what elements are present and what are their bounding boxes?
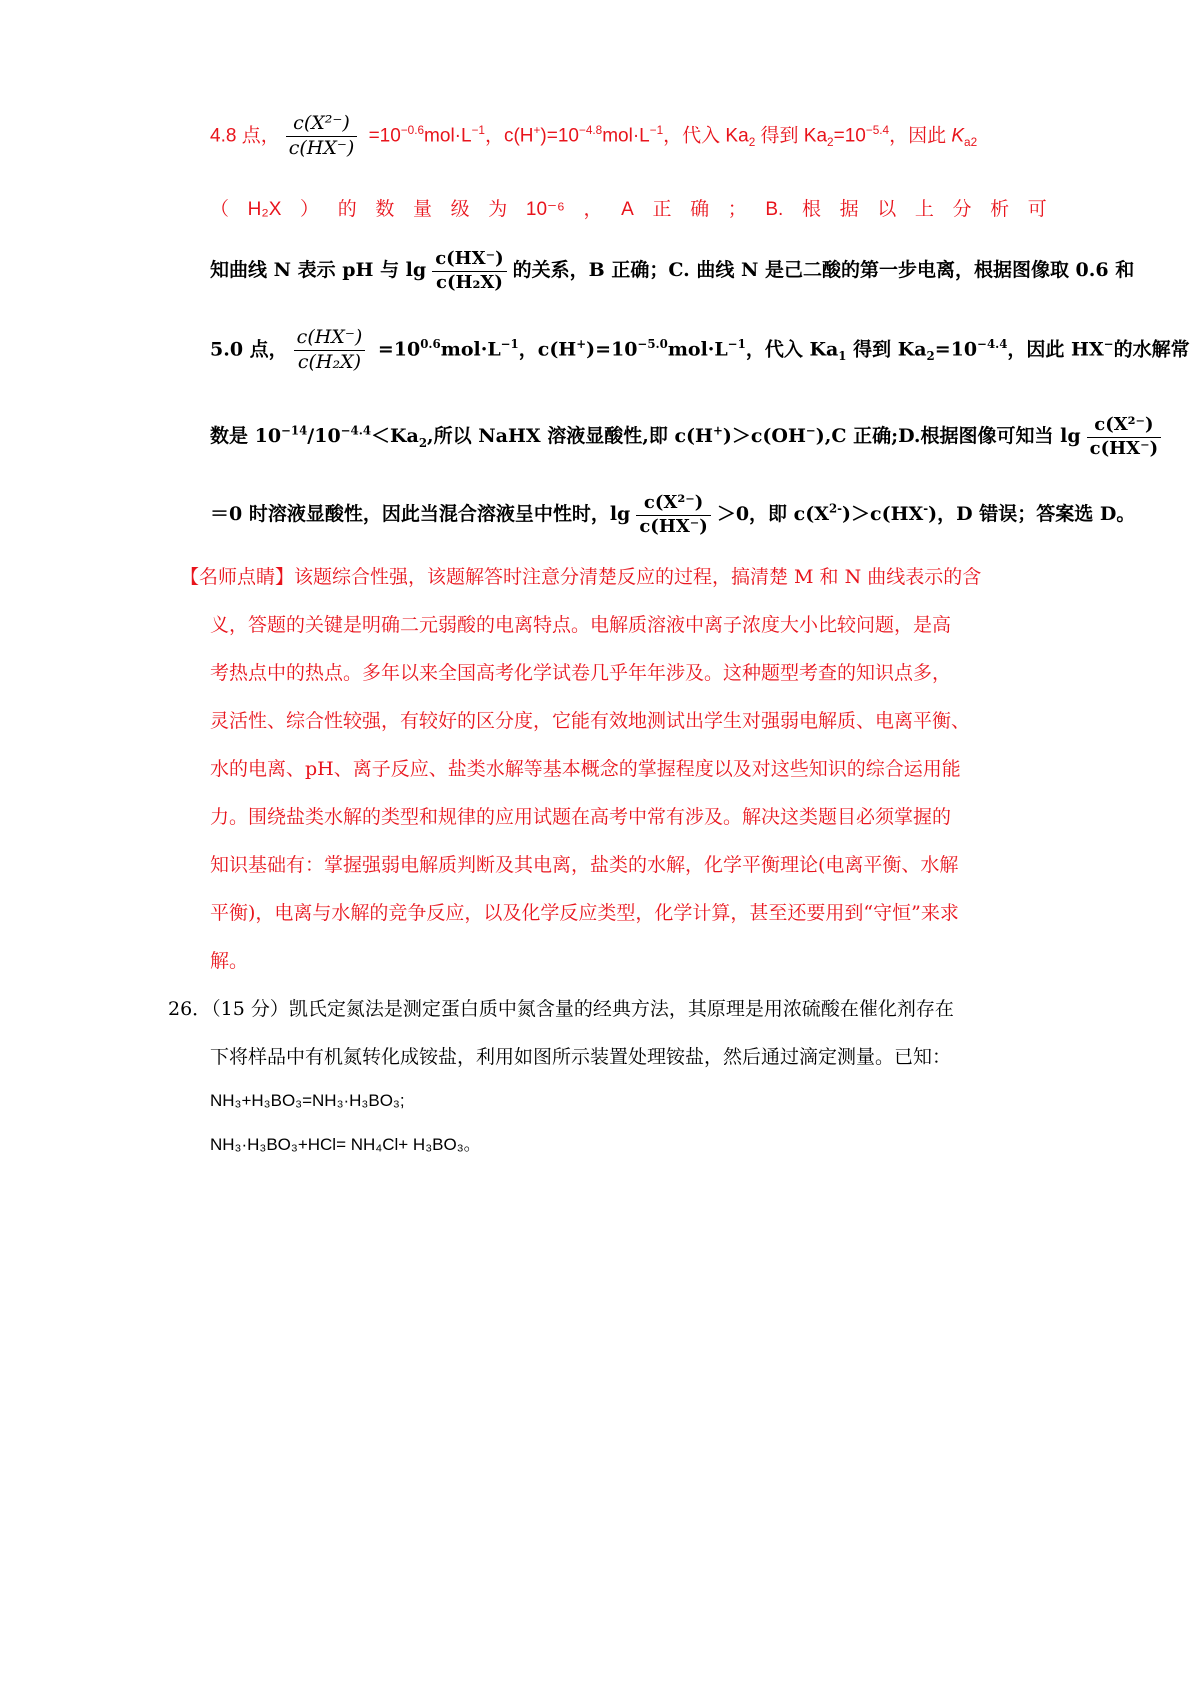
subscript: 2: [827, 136, 834, 150]
subscript: 2: [748, 136, 756, 150]
fraction-denominator: c(HX⁻): [1089, 437, 1159, 459]
spread-token: 析: [990, 199, 1010, 220]
exponent: +: [713, 423, 723, 438]
spread-token: （: [210, 199, 230, 220]
fraction-denominator: c(HX⁻): [288, 136, 355, 159]
ratio-fraction: [286, 112, 358, 161]
lg-fraction: [636, 492, 710, 538]
exponent: −0.6: [400, 123, 425, 137]
exponent: −: [1103, 336, 1114, 351]
text: 的关系，B 正确；C. 曲线 N 是己二酸的第一步电离，根据图像取 0.6 和: [512, 259, 1135, 281]
exponent: 2-: [828, 501, 843, 516]
text: ，因此: [889, 125, 952, 147]
lg-fraction: [1087, 414, 1161, 460]
exponent: −1: [471, 123, 485, 137]
text: )，D 错误；答案选 D。: [928, 503, 1136, 525]
spread-token: 级: [450, 199, 470, 220]
spread-token: 根: [801, 199, 821, 220]
exponent: −5.4: [865, 123, 890, 137]
text: 的水解常: [1113, 338, 1190, 361]
text: 知曲线 N 表示 pH 与 lg: [210, 259, 427, 281]
fraction-numerator: c(X²⁻): [286, 112, 358, 137]
subscript: a2: [964, 136, 978, 150]
exponent: 0.6: [420, 336, 441, 351]
question-26-line-1: 26．（15 分）凯氏定氮法是测定蛋白质中氮含量的经典方法，其原理是用浓硫酸在催化剂存在: [168, 998, 954, 1020]
text: ,所以 NaHX 溶液显酸性,即 c(H: [427, 425, 713, 447]
exponent: −14: [281, 423, 308, 438]
text: )=10: [540, 125, 579, 147]
equation-2: NH₃·H₃BO₃+HCl= NH₄Cl+ H₃BO₃。: [210, 1135, 481, 1154]
spread-token: 10⁻⁶: [525, 199, 565, 220]
fraction-numerator: c(HX⁻): [294, 326, 366, 351]
spread-token: 确: [690, 199, 710, 220]
text: ＞0，即 c(X: [716, 503, 829, 525]
comment-line-2: 义，答题的关键是明确二元弱酸的电离特点。电解质溶液中离子浓度大小比较问题，是高: [210, 614, 952, 636]
spread-token: 量: [412, 199, 432, 220]
question-26-line-2: 下将样品中有机氮转化成铵盐，利用如图所示装置处理铵盐，然后通过滴定测量。已知：: [210, 1046, 952, 1068]
text: /10: [307, 425, 341, 447]
text: mol·L: [667, 338, 728, 361]
exponent: −4.4: [340, 423, 372, 438]
comment-line-7: 知识基础有：掌握强弱电解质判断及其电离，盐类的水解，化学平衡理论(电离平衡、水解: [210, 854, 959, 876]
analysis-line-6: [210, 492, 1135, 538]
exponent: +: [576, 336, 587, 351]
text: 数是 10: [210, 425, 282, 447]
spread-token: ）: [300, 199, 320, 220]
spread-token: 据: [839, 199, 859, 220]
text: mol·L: [424, 125, 472, 147]
text: K: [951, 125, 965, 147]
text: mol·L: [440, 338, 501, 361]
spread-token: ，: [583, 199, 603, 220]
spread-token: H₂X: [247, 199, 282, 220]
comment-line-5: 水的电离、pH、离子反应、盐类水解等基本概念的掌握程度以及对这些知识的综合运用能: [210, 758, 961, 780]
exponent: −1: [727, 336, 746, 351]
spread-token: 为: [488, 199, 508, 220]
fraction-numerator: c(HX⁻): [432, 248, 506, 272]
analysis-line-2: [210, 200, 1047, 219]
equation-1: NH₃+H₃BO₃=NH₃·H₃BO₃;: [210, 1091, 405, 1110]
analysis-line-4: [210, 326, 1190, 375]
text: ，因此 HX: [1007, 338, 1104, 361]
text: =10: [371, 338, 421, 361]
exponent: −5.0: [637, 336, 668, 351]
spread-token: 正: [652, 199, 672, 220]
text: =10: [833, 125, 866, 147]
text: =10: [934, 338, 978, 361]
subscript: 1: [838, 349, 847, 364]
text: )=10: [586, 338, 638, 361]
spread-token: A: [621, 199, 634, 220]
subscript: 2: [418, 435, 428, 450]
text: ，代入 Ka: [663, 125, 749, 147]
fraction-denominator: c(H₂X): [435, 271, 503, 293]
text: mol·L: [602, 125, 650, 147]
comment-line-6: 力。围绕盐类水解的类型和规律的应用试题在高考中常有涉及。解决这类题目必须掌握的: [210, 806, 952, 828]
subscript: 2: [926, 349, 935, 364]
exponent: −1: [500, 336, 519, 351]
exponent: −4.8: [578, 123, 603, 137]
lg-fraction: [432, 248, 506, 294]
text: ，c(H: [484, 125, 534, 147]
analysis-line-5: [210, 414, 1167, 460]
spread-token: 可: [1027, 199, 1047, 220]
fraction-numerator: c(X²⁻): [1087, 414, 1161, 438]
text: ),C 正确;D.根据图像可知当 lg: [815, 425, 1081, 447]
fraction-numerator: c(X²⁻): [636, 492, 710, 516]
comment-line-1: 【名师点睛】该题综合性强，该题解答时注意分清楚反应的过程，搞清楚 M 和 N 曲线表示的含: [180, 566, 982, 588]
text: )＞c(HX: [842, 503, 924, 525]
exponent: −1: [649, 123, 664, 137]
spread-token: 以: [877, 199, 897, 220]
comment-line-3: 考热点中的热点。多年以来全国高考化学试卷几乎年年涉及。这种题型考查的知识点多，: [210, 662, 952, 684]
ratio-fraction: [294, 326, 366, 375]
text: )＞c(OH: [722, 425, 806, 447]
spread-token: ；: [727, 199, 747, 220]
spread-token: 数: [375, 199, 395, 220]
comment-line-8: 平衡)，电离与水解的竞争反应，以及化学反应类型，化学计算，甚至还要用到“守恒”来求: [210, 902, 959, 924]
exponent: +: [533, 123, 541, 137]
text: 得到 Ka: [846, 338, 927, 361]
spread-token: 分: [952, 199, 972, 220]
text: =10: [363, 125, 401, 147]
spread-token: 上: [914, 199, 934, 220]
analysis-line-3: [210, 248, 1134, 294]
text: ，代入 Ka: [745, 338, 839, 361]
text: ＜Ka: [371, 425, 419, 447]
analysis-line-1: [210, 112, 977, 161]
spread-token: B.: [765, 199, 784, 220]
exponent: −4.4: [977, 336, 1008, 351]
exponent: -: [923, 501, 929, 516]
fraction-denominator: c(HX⁻): [639, 515, 708, 537]
text: 得到 Ka: [755, 125, 828, 147]
fraction-denominator: c(H₂X): [297, 350, 362, 373]
text: ＝0 时溶液显酸性，因此当混合溶液呈中性时，lg: [210, 503, 631, 525]
exponent: −: [805, 423, 816, 438]
spread-token: 的: [337, 199, 357, 220]
point-label: 4.8 点，: [210, 125, 280, 147]
text: ，c(H: [518, 338, 577, 361]
comment-line-4: 灵活性、综合性较强，有较好的区分度，它能有效地测试出学生对强弱电解质、电离平衡、: [210, 710, 971, 732]
comment-line-9: 解。: [210, 950, 249, 972]
text: 5.0 点，: [210, 338, 288, 361]
